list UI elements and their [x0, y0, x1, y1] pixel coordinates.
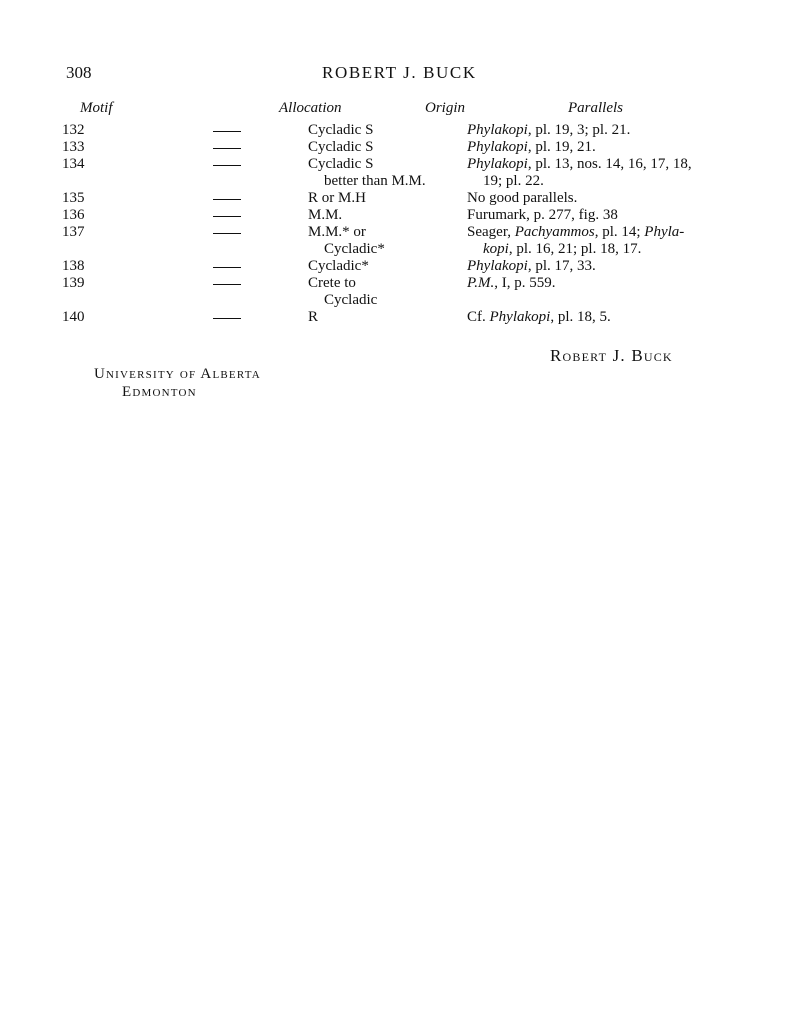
parallels-title: Phylakopi — [467, 258, 528, 274]
allocation-text: Cycladic* — [308, 258, 369, 274]
parallels-line — [467, 173, 692, 190]
parallels-text: , I, p. 559. — [494, 275, 556, 291]
table-row — [0, 258, 790, 275]
column-header-allocation: Allocation — [279, 100, 342, 116]
dash-rule — [213, 233, 241, 234]
parallels-title: Phylakopi — [467, 122, 528, 138]
allocation-text: Cycladic S — [308, 139, 374, 155]
motif-number: 134 — [62, 156, 85, 172]
allocation-cell — [308, 275, 377, 309]
table-row — [0, 139, 790, 156]
parallels-text: , pl. 18, 5. — [550, 309, 611, 325]
parallels-text: , pl. 16, 21; pl. 18, 17. — [508, 241, 642, 257]
allocation-text: Cycladic — [324, 292, 378, 308]
author-signature: Robert J. Buck — [550, 346, 673, 365]
parallels-line — [467, 309, 611, 326]
parallels-line — [467, 156, 692, 173]
running-head: ROBERT J. BUCK — [322, 63, 477, 82]
parallels-cell — [467, 156, 692, 190]
parallels-text: , pl. 17, 33. — [527, 258, 596, 274]
allocation-text: better than M.M. — [324, 173, 426, 189]
parallels-title: Phylakopi — [467, 156, 528, 172]
parallels-text: 19; pl. 22. — [483, 173, 544, 189]
page-number: 308 — [66, 63, 92, 82]
allocation-text: Cycladic S — [308, 156, 374, 172]
parallels-text: , pl. 19, 3; pl. 21. — [527, 122, 631, 138]
parallels-cell — [467, 190, 577, 207]
parallels-cell — [467, 275, 555, 292]
parallels-line — [467, 241, 684, 258]
dash-rule — [213, 284, 241, 285]
allocation-cell — [308, 207, 342, 224]
allocation-cell — [308, 224, 385, 258]
allocation-cell — [308, 309, 318, 326]
dash-rule — [213, 148, 241, 149]
table-row — [0, 275, 790, 309]
motif-number: 140 — [62, 309, 85, 325]
parallels-cell — [467, 139, 596, 156]
table-row — [0, 309, 790, 326]
parallels-line — [467, 207, 618, 224]
dash-rule — [213, 165, 241, 166]
allocation-cell — [308, 258, 369, 275]
dash-rule — [213, 131, 241, 132]
parallels-text: , pl. 14; — [594, 224, 645, 240]
table-row — [0, 122, 790, 139]
allocation-text: Cycladic* — [324, 241, 385, 257]
parallels-cell — [467, 258, 596, 275]
parallels-cell — [467, 309, 611, 326]
allocation-text: Crete to — [308, 275, 356, 291]
parallels-line — [467, 139, 596, 156]
parallels-title: Phylakopi — [489, 309, 551, 325]
motif-number: 132 — [62, 122, 85, 138]
allocation-text: R — [308, 309, 319, 325]
parallels-title: Phyla- — [644, 224, 685, 240]
parallels-cell — [467, 224, 684, 258]
parallels-cell — [467, 122, 630, 139]
parallels-text: , pl. 19, 21. — [527, 139, 596, 155]
parallels-title: P.M. — [467, 275, 495, 291]
parallels-text: Cf. — [467, 309, 490, 325]
table-row — [0, 207, 790, 224]
parallels-line — [467, 190, 577, 207]
parallels-cell — [467, 207, 618, 224]
motif-number: 135 — [62, 190, 85, 206]
allocation-cell — [308, 139, 373, 156]
table-row — [0, 156, 790, 190]
column-header-origin: Origin — [425, 100, 466, 116]
affiliation-city: Edmonton — [122, 384, 197, 400]
motif-number: 137 — [62, 224, 85, 240]
allocation-text: M.M.* or — [308, 224, 366, 240]
dash-rule — [213, 318, 241, 319]
allocation-cell — [308, 156, 426, 190]
allocation-text: Cycladic S — [308, 122, 374, 138]
parallels-text: No good parallels. — [467, 190, 578, 206]
allocation-cell — [308, 122, 373, 139]
dash-rule — [213, 216, 241, 217]
parallels-line — [467, 258, 596, 275]
parallels-line — [467, 122, 630, 139]
table-row — [0, 224, 790, 258]
parallels-text: Furumark, p. 277, fig. 38 — [467, 207, 618, 223]
parallels-title: Phylakopi — [467, 139, 528, 155]
motif-number: 139 — [62, 275, 85, 291]
parallels-text: Seager, — [467, 224, 515, 240]
parallels-title: Pachyammos — [514, 224, 595, 240]
parallels-text: , pl. 13, nos. 14, 16, 17, 18, — [527, 156, 692, 172]
motif-number: 133 — [62, 139, 85, 155]
column-header-parallels: Parallels — [568, 100, 623, 116]
dash-rule — [213, 199, 241, 200]
parallels-title: kopi — [483, 241, 509, 257]
affiliation-university: University of Alberta — [94, 366, 261, 382]
motif-number: 138 — [62, 258, 85, 274]
table-row — [0, 190, 790, 207]
parallels-line — [467, 275, 555, 292]
dash-rule — [213, 267, 241, 268]
parallels-line — [467, 224, 684, 241]
allocation-cell — [308, 190, 366, 207]
column-header-motif: Motif — [80, 100, 113, 116]
allocation-text: R or M.H — [308, 190, 366, 206]
motif-number: 136 — [62, 207, 85, 223]
allocation-text: M.M. — [308, 207, 343, 223]
